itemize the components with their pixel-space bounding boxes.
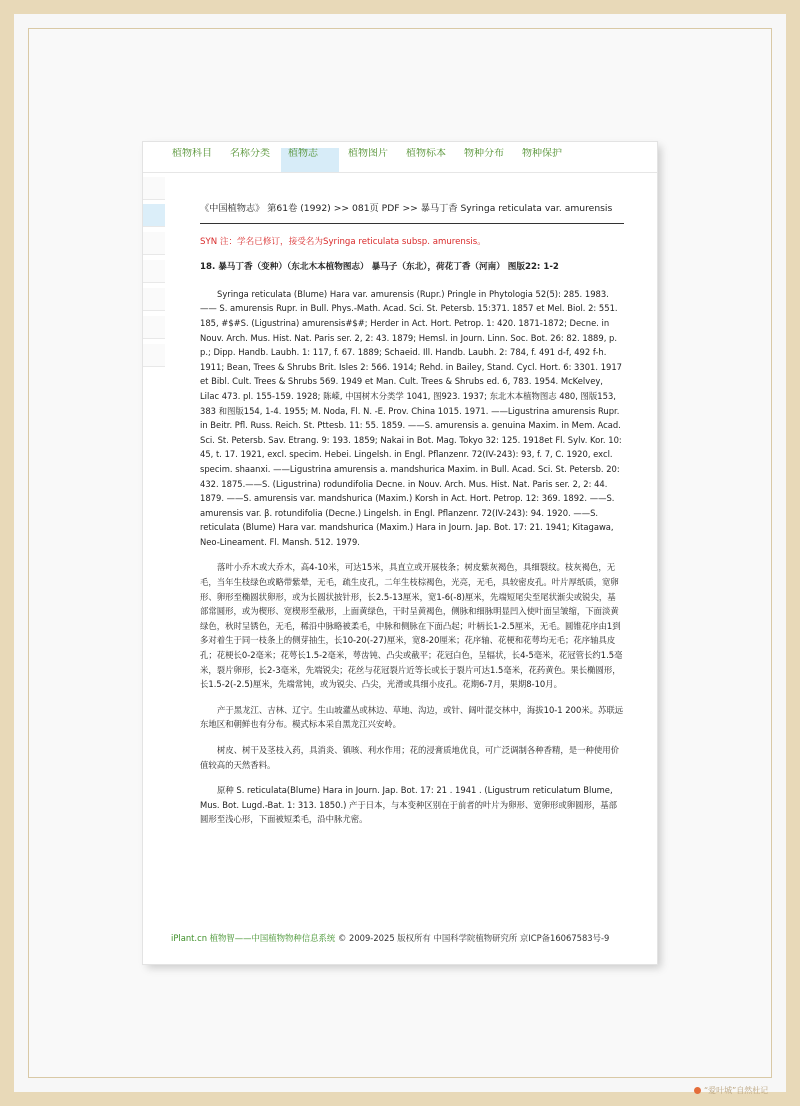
syn-note: SYN 注：学名已修订，接受名为Syringa reticulata subsp. amurensis。 xyxy=(200,236,486,247)
watermark-logo-icon xyxy=(694,1087,701,1094)
nav-item-flora[interactable]: 植物志 xyxy=(281,148,339,172)
sidebar-item[interactable] xyxy=(143,177,165,200)
page-footer xyxy=(171,932,651,944)
sidebar-item[interactable] xyxy=(143,344,165,367)
nav-item-names[interactable]: 名称分类 xyxy=(230,148,270,159)
nav-item-protection[interactable]: 物种保护 xyxy=(522,148,562,159)
nav-item-specimens[interactable]: 植物标本 xyxy=(406,148,446,159)
nav-item-families[interactable]: 植物科目 xyxy=(172,148,212,159)
uses-paragraph: 树皮、树干及茎枝入药，具消炎、镇咳、利水作用；花的浸膏质地优良，可广泛调制各种香精，是一种使用价值较高的天然香料。 xyxy=(200,745,619,770)
original-variety-paragraph: 原种 S. reticulata(Blume) Hara in Journ. Jap. Bot. 17: 21 . 1941 . (Ligustrum reticulatum Blume, Mus. Bot. Lugd.-Bat. 1: 313. 1850.) 产于日本，与本变种区别在于前者的叶片为卵形、宽卵形或卵圆形，基部圆形至浅心形，下面被短柔毛，沿中脉尤密。 xyxy=(200,785,618,825)
sidebar xyxy=(143,177,165,567)
citations-paragraph: Syringa reticulata (Blume) Hara var. amurensis (Rupr.) Pringle in Phytologia 52(5): 285. 1983. —— S. amurensis Rupr. in Bull. Phys.-Math. Acad. Sci. St. Petersb. 15:371. 1857 et Mel. Biol. 2: 551. 185, #$#S. (Ligustrina) amurensis#$#; Herder in Act. Hort. Petrop. 1: 420. 1871-1872; Decne. in Nouv. Arch. Mus. Hist. Nat. Paris ser. 2, 2: 43. 1879; Hemsl. in Journ. Linn. Soc. Bot. 26: 82. 1889, p. p.; Dipp. Handb. Laubh. 1: 117, f. 67. 1889; Schaeid. Ill. Handb. Laubh. 2: 784, f. 491 d-f, 492 f-h. 1911; Bean, Trees & Shrubs Brit. Isles 2: 566. 1914; Rehd. in Bailey, Stand. Cycl. Hort. 6: 3301. 1917 et Bibl. Cult. Trees & Shrubs 569. 1949 et Man. Cult. Trees & Shrubs ed. 6, 783. 1954. McKelvey, Lilac 473. pl. 155-159. 1928; 陈嵘, 中国树木分类学 1041, 图923. 1937; 东北木本植物图志 480, 图版153, 383 和图版154, 1-4. 1955; M. Noda, Fl. N. -E. Prov. China 1015. 1971. ——Ligustrina amurensis Rupr. in Beitr. Pfl. Russ. Reich. St. Pttesb. 11: 55. 1859. ——S. amurensis a. genuina Maxim. in Mem. Acad. Sci. St. Petersb. Sav. Etrang. 9: 193. 1859; Nakai in Bot. Mag. Tokyo 32: 125. 1918et Fl. Sylv. Kor. 10: 45, t. 17. 1921, excl. specim. Hebei. Lingelsh. in Engl. Pflanzenr. 72(IV-243): 93, f. 7, C. 1920, excl. specim. shaanxi. ——Ligustrina amurensis a. mandshurica Maxim. in Bull. Acad. Sci. St. Petersb. 20: 432. 1875.——S. (Ligustrina) rodundifolia Decne. in Nouv. Arch. Mus. Hist. Nat. Paris ser. 2, 2: 44. 1879. ——S. amurensis var. mandshurica (Maxim.) Korsh in Act. Hort. Petrop. 12: 369. 1892. ——S. amurensis var. β. rotundifolia (Decne.) Lingelsh. in Engl. Pflanzenr. 72(IV-243): 94. 1920. ——S. reticulata (Blume) Hara var. mandshurica (Maxim.) Hara in Journ. Jap. Bot. 17: 21. 1941; Kitagawa, Neo-Lineament. Fl. Mansh. 512. 1979. xyxy=(200,288,623,547)
distribution-paragraph: 产于黑龙江、吉林、辽宁。生山坡灌丛或林边、草地、沟边，或针、阔叶混交林中，海拔10-1 200米。苏联远东地区和朝鲜也有分布。模式标本采自黑龙江兴安岭。 xyxy=(200,704,624,730)
watermark-text: “爱叶城”自然杜记 xyxy=(704,1086,769,1095)
nav-item-distribution[interactable]: 物种分布 xyxy=(464,148,504,159)
webpage-screenshot xyxy=(143,142,657,964)
watermark xyxy=(694,1085,768,1096)
description-paragraph: 落叶小乔木或大乔木，高4-10米，可达15米，具直立或开展枝条；树皮紫灰褐色，具细裂纹。枝灰褐色，无毛，当年生枝绿色或略带紫晕，无毛，疏生皮孔，二年生枝棕褐色，光亮，无毛，具较密皮孔。叶片厚纸质，宽卵形、卵形至椭圆状卵形，或为长圆状披针形，长2.5-13厘米，宽1-6(-8)厘米，先端短尾尖至尾状渐尖或锐尖，基部常圆形，或为楔形、宽楔形至截形，上面黄绿色，干时呈黄褐色，侧脉和细脉明显凹入使叶面呈皱缩，下面淡黄绿色，秋时呈锈色，无毛，稀沿中脉略被柔毛，中脉和侧脉在下面凸起；叶柄长1-2.5厘米，无毛。圆锥花序由1到多对着生于同一枝条上的侧芽抽生，长10-20(-27)厘米，宽8-20厘米；花序轴、花梗和花萼均无毛；花序轴具皮孔；花梗长0-2毫米；花萼长1.5-2毫米，萼齿钝、凸尖或截平；花冠白色，呈辐状，长4-5毫米，花冠管长约1.5毫米，裂片卵形，长2-3毫米，先端锐尖；花丝与花冠裂片近等长或长于裂片可达1.5毫米，花药黄色。果长椭圆形，长1.5-2(-2.5)厘米，先端常钝，或为锐尖、凸尖，光滑或具细小皮孔。花期6-7月，果期8-10月。 xyxy=(200,562,623,690)
footer-site-link[interactable]: iPlant.cn 植物智——中国植物物种信息系统 xyxy=(171,933,336,943)
sidebar-item[interactable] xyxy=(143,316,165,339)
main-content xyxy=(200,202,624,838)
sidebar-item[interactable] xyxy=(143,288,165,311)
sidebar-item[interactable] xyxy=(143,232,165,255)
sidebar-item-active[interactable] xyxy=(143,204,165,227)
species-heading: 18. 暴马丁香（变种）（东北木本植物图志） 暴马子（东北），荷花丁香（河南） 图版22: 1-2 xyxy=(200,262,559,273)
breadcrumb[interactable]: 《中国植物志》 第61卷 (1992) >> 081页 PDF >> 暴马丁香 Syringa reticulata var. amurensis xyxy=(200,202,624,224)
top-nav xyxy=(143,142,657,173)
footer-copyright: © 2009-2025 版权所有 中国科学院植物研究所 京ICP备16067583号-9 xyxy=(335,933,610,943)
nav-item-images[interactable]: 植物图片 xyxy=(348,148,388,159)
sidebar-item[interactable] xyxy=(143,260,165,283)
